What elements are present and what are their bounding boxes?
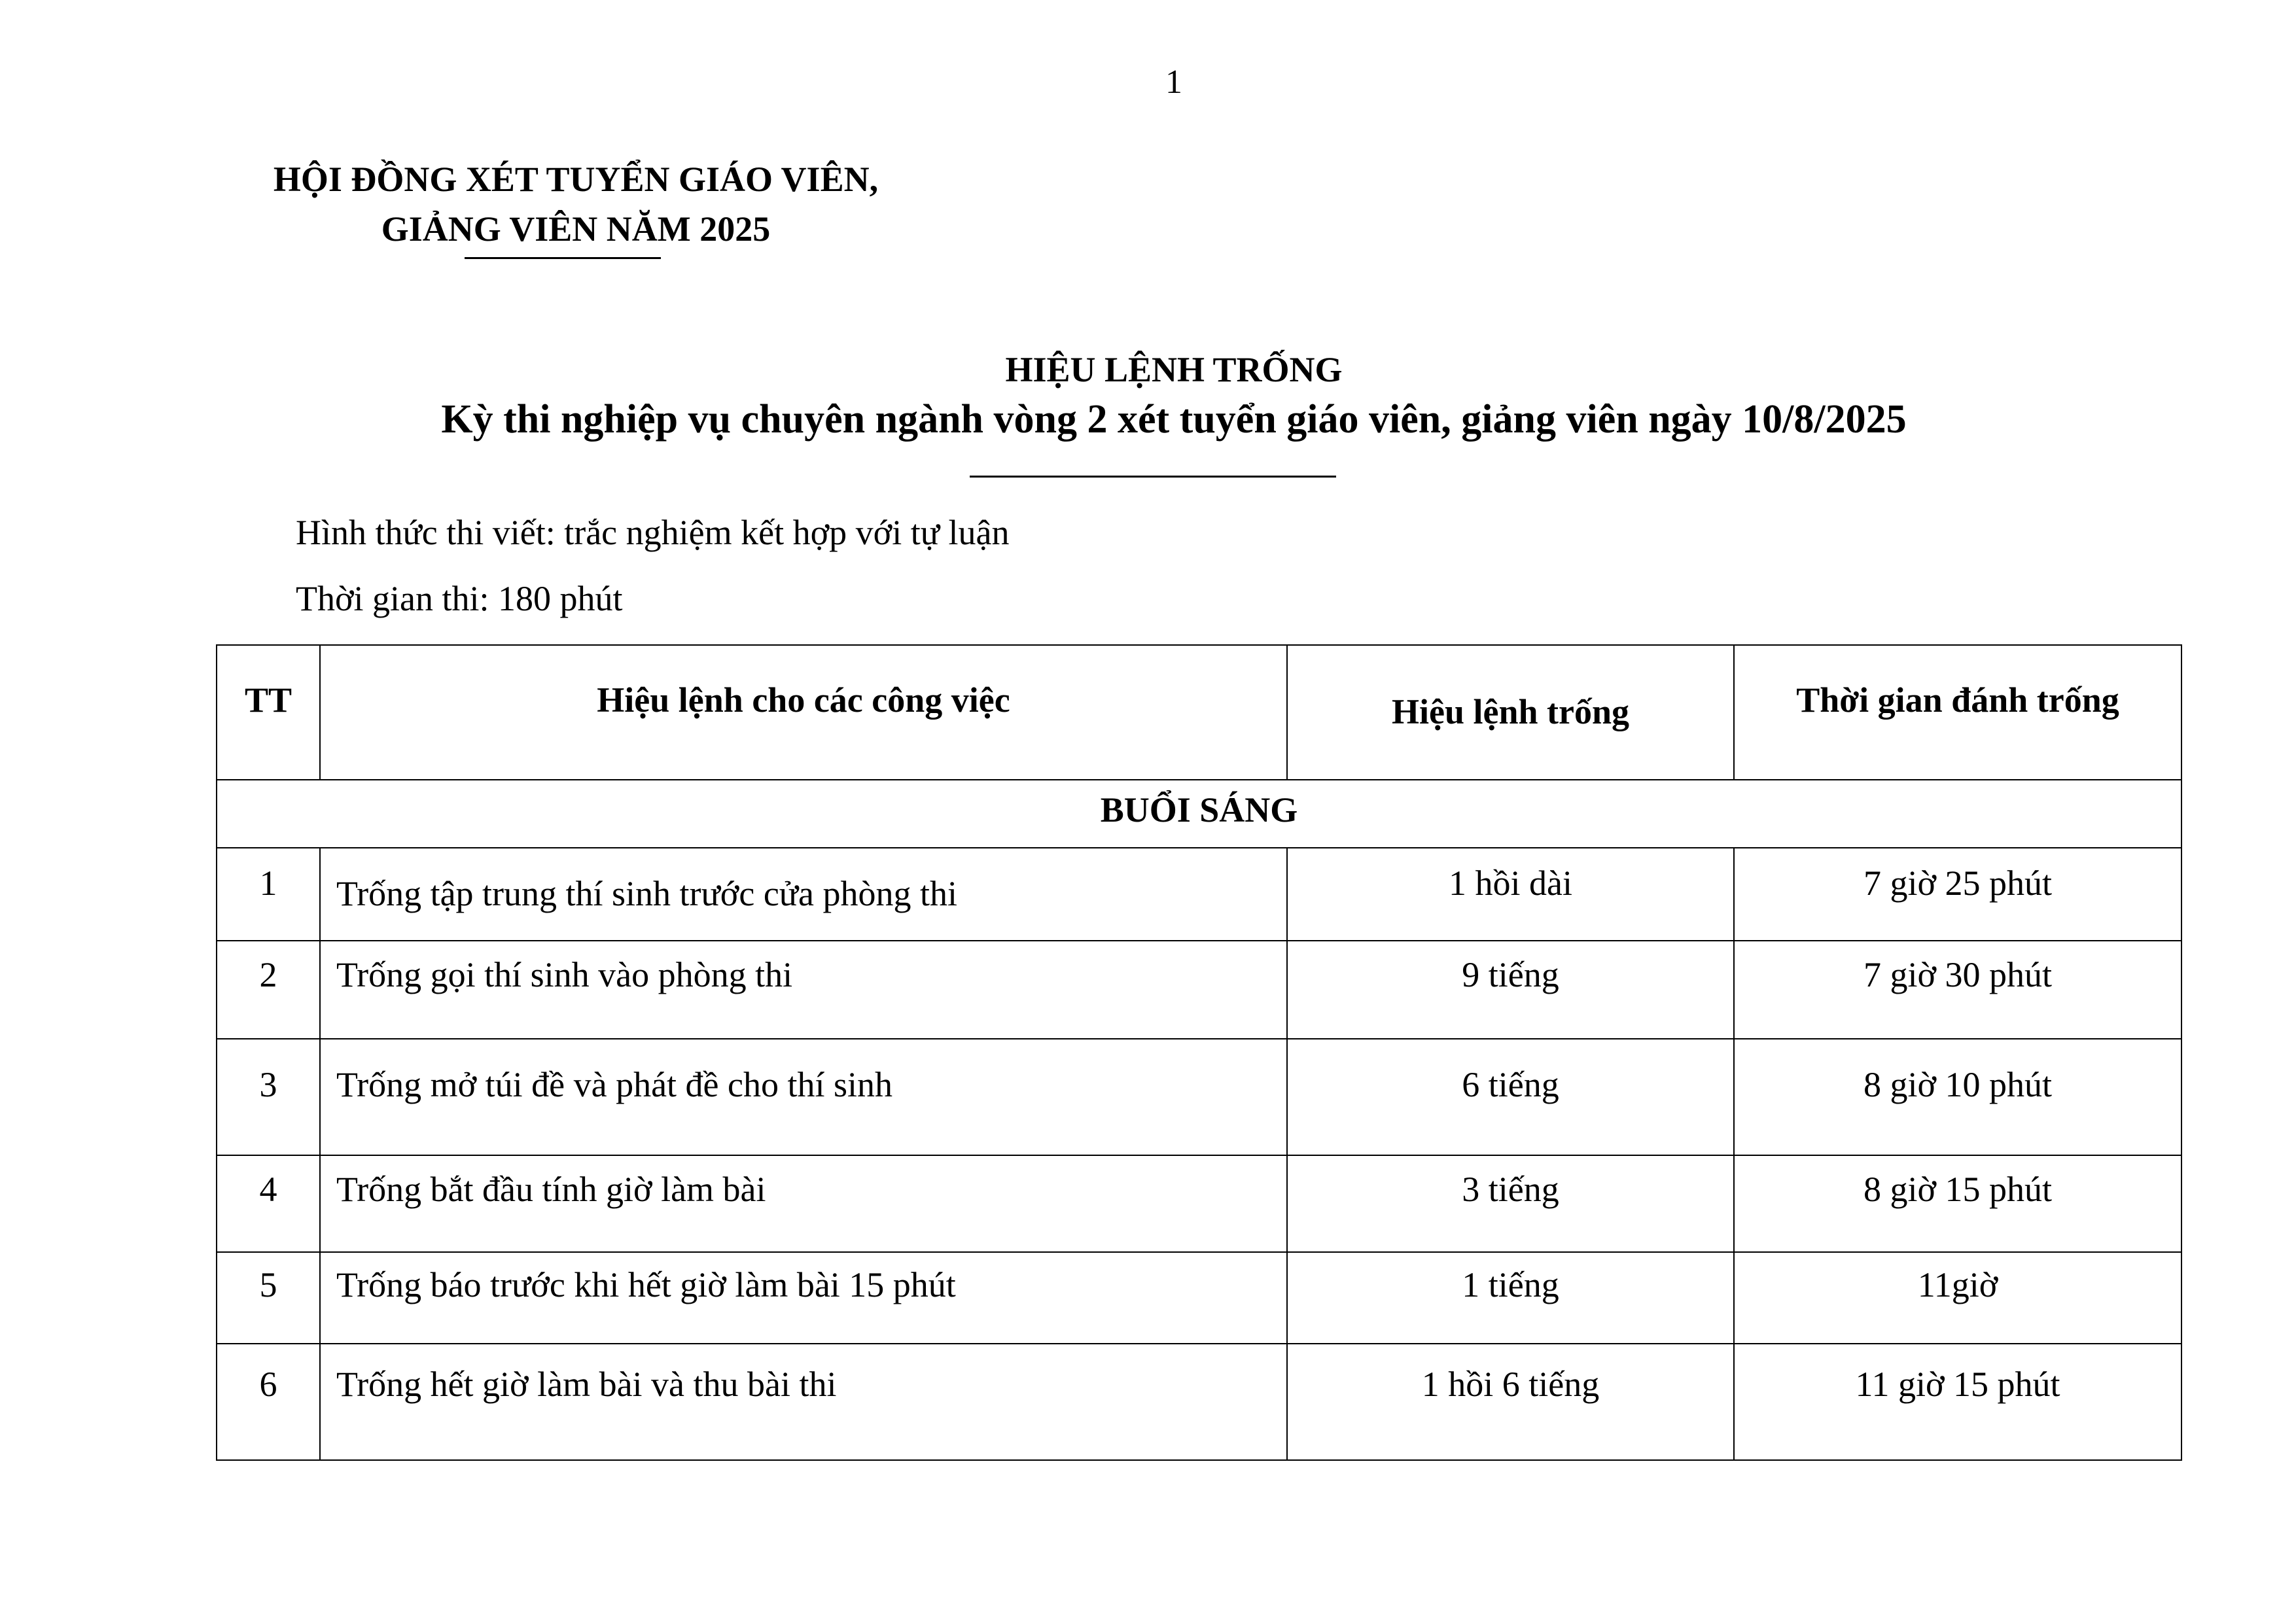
exam-format: Hình thức thi viết: trắc nghiệm kết hợp với tự luận	[296, 513, 1010, 552]
row-task: Trống bắt đầu tính giờ làm bài	[320, 1155, 1287, 1252]
row-signal: 9 tiếng	[1287, 941, 1734, 1039]
row-signal: 6 tiếng	[1287, 1039, 1734, 1155]
header-time: Thời gian đánh trống	[1734, 645, 2181, 780]
row-signal: 1 hồi dài	[1287, 848, 1734, 941]
row-time: 11 giờ 15 phút	[1734, 1344, 2181, 1460]
row-number: 3	[217, 1039, 320, 1155]
table-row	[217, 1039, 2181, 1155]
row-task: Trống mở túi đề và phát đề cho thí sinh	[320, 1039, 1287, 1155]
row-number: 5	[217, 1252, 320, 1344]
drum-signal-table	[216, 644, 2182, 1461]
table-row	[217, 1344, 2181, 1460]
header-task: Hiệu lệnh cho các công việc	[320, 645, 1287, 780]
document-title: HIỆU LỆNH TRỐNG	[1005, 350, 1343, 389]
table-row	[217, 941, 2181, 1039]
exam-duration: Thời gian thi: 180 phút	[296, 579, 623, 618]
organization-line-1: HỘI ĐỒNG XÉT TUYỂN GIÁO VIÊN,	[273, 160, 879, 199]
header-tt: TT	[217, 645, 320, 780]
table-row	[217, 1155, 2181, 1252]
row-signal: 1 tiếng	[1287, 1252, 1734, 1344]
row-time: 8 giờ 10 phút	[1734, 1039, 2181, 1155]
document-subtitle: Kỳ thi nghiệp vụ chuyên ngành vòng 2 xét tuyển giáo viên, giảng viên ngày 10/8/2025	[441, 397, 1907, 442]
row-number: 2	[217, 941, 320, 1039]
section-morning: BUỔI SÁNG	[217, 780, 2181, 848]
row-task: Trống hết giờ làm bài và thu bài thi	[320, 1344, 1287, 1460]
row-time: 7 giờ 25 phút	[1734, 848, 2181, 941]
organization-underline	[465, 257, 661, 259]
page-number: 1	[1165, 63, 1182, 101]
organization-header	[229, 154, 923, 254]
table-row	[217, 1252, 2181, 1344]
header-signal: Hiệu lệnh trống	[1287, 645, 1734, 780]
section-row	[217, 780, 2181, 848]
row-signal: 1 hồi 6 tiếng	[1287, 1344, 1734, 1460]
table-header-row	[217, 645, 2181, 780]
row-signal: 3 tiếng	[1287, 1155, 1734, 1252]
title-underline	[970, 476, 1336, 478]
table-row	[217, 848, 2181, 941]
row-task: Trống báo trước khi hết giờ làm bài 15 phút	[320, 1252, 1287, 1344]
table-body	[217, 848, 2181, 1460]
row-time: 11giờ	[1734, 1252, 2181, 1344]
row-task: Trống gọi thí sinh vào phòng thi	[320, 941, 1287, 1039]
row-time: 8 giờ 15 phút	[1734, 1155, 2181, 1252]
organization-line-2: GIẢNG VIÊN NĂM 2025	[381, 209, 771, 249]
row-task: Trống tập trung thí sinh trước cửa phòng thi	[320, 848, 1287, 941]
row-number: 1	[217, 848, 320, 941]
row-time: 7 giờ 30 phút	[1734, 941, 2181, 1039]
row-number: 4	[217, 1155, 320, 1252]
row-number: 6	[217, 1344, 320, 1460]
